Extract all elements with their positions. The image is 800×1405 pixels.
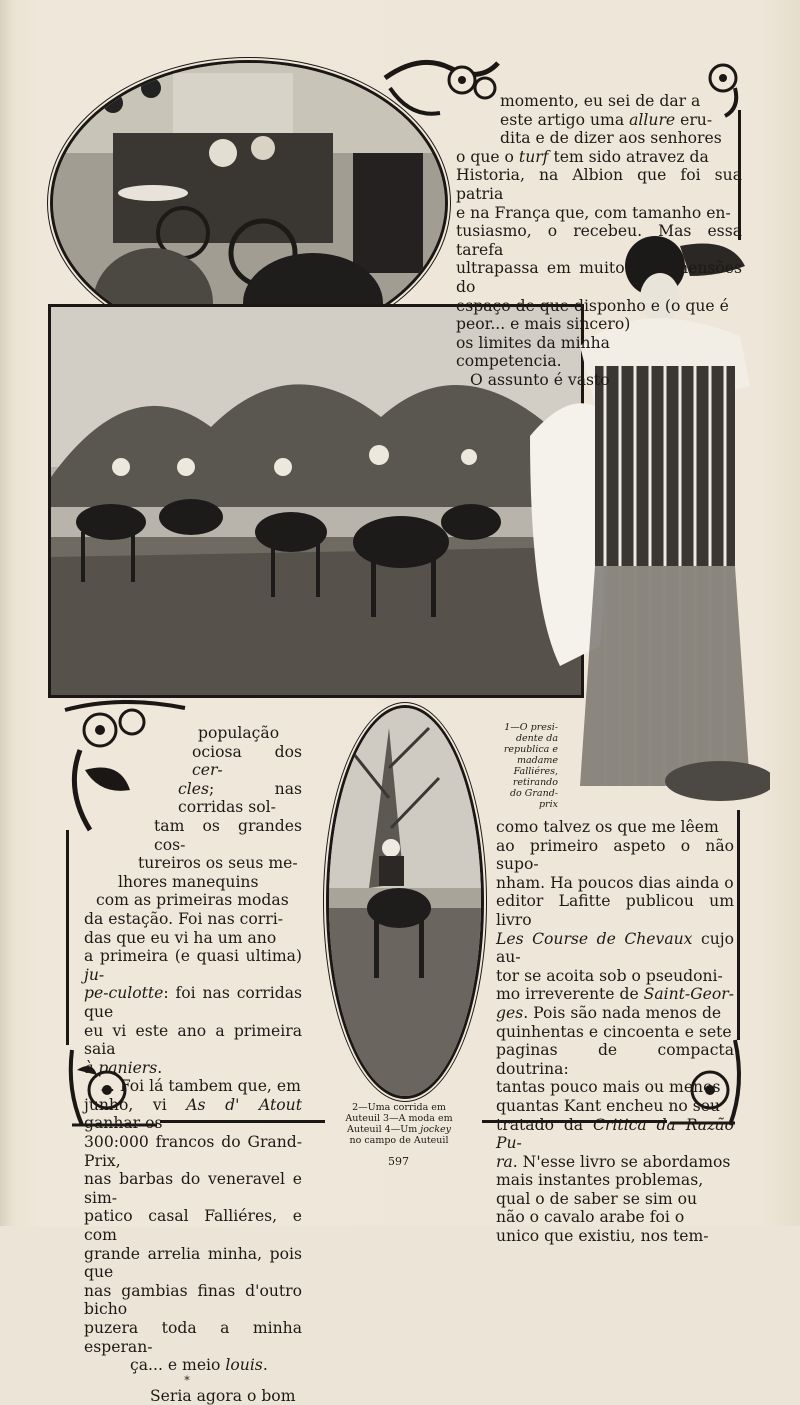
photo-jockey bbox=[326, 705, 484, 1099]
line: população bbox=[198, 724, 280, 742]
line: das que eu vi ha um ano bbox=[84, 928, 277, 947]
line: editor Lafitte publicou um livro bbox=[496, 892, 734, 929]
frame-line-right-col bbox=[737, 810, 740, 1040]
line: a primeira (e quasi ultima) ju- bbox=[84, 947, 302, 984]
line: ao primeiro aspeto o não supo- bbox=[496, 836, 734, 874]
line: tureiros os seus me- bbox=[138, 854, 298, 873]
line: dita e de dizer aos senhores bbox=[500, 129, 722, 148]
line: tratado da Critica da Razão Pu- bbox=[496, 1115, 734, 1153]
line: Seria agora o bom bbox=[150, 1386, 296, 1405]
line: nham. Ha poucos dias ainda o bbox=[496, 873, 734, 892]
line: junho, vi As d' Atout ganhar os bbox=[84, 1095, 302, 1133]
line: o que o turf tem sido atravez da bbox=[456, 147, 709, 166]
text-right-column bbox=[496, 818, 734, 1246]
line: eu vi este ano a primeira saia bbox=[84, 1021, 302, 1059]
line: peor... e mais sincero) bbox=[456, 315, 631, 334]
line: lhores manequins bbox=[118, 872, 259, 891]
line: quinhentas e cincoenta e sete bbox=[496, 1022, 732, 1041]
line: da estação. Foi nas corri- bbox=[84, 909, 283, 928]
frame-line-left-col bbox=[66, 830, 69, 1045]
line: Les Course de Chevaux cujo au- bbox=[496, 929, 734, 967]
line: nas gambias finas d'outro bicho bbox=[84, 1281, 302, 1319]
line: quantas Kant encheu no seu bbox=[496, 1096, 721, 1115]
line: os limites da minha bbox=[456, 333, 610, 352]
text-top-right bbox=[456, 92, 742, 390]
line: Historia, na Albion que foi sua patria bbox=[456, 166, 742, 203]
line: 300:000 francos do Grand-Prix, bbox=[84, 1133, 302, 1170]
line: grande arrelia minha, pois que bbox=[84, 1244, 302, 1282]
line: não o cavalo arabe foi o bbox=[496, 1208, 685, 1227]
line: espaço de que disponho e (o que é bbox=[456, 296, 729, 315]
line: cles; nas corridas sol- bbox=[178, 779, 302, 817]
line: nas barbas do veneravel e sim- bbox=[84, 1170, 302, 1207]
line: mo irreverente de Saint-Geor- bbox=[496, 985, 734, 1004]
line: tantas pouco mais ou menos bbox=[496, 1078, 721, 1097]
line: patico casal Falliéres, e com bbox=[84, 1207, 302, 1245]
line: unico que existiu, nos tem- bbox=[496, 1227, 709, 1246]
line: ociosa dos cer- bbox=[192, 742, 302, 780]
line: ça... e meio louis. bbox=[130, 1356, 268, 1375]
text-left-column bbox=[72, 724, 302, 1405]
caption-2: 2—Uma corrida em Auteuil 3—A moda em Auteuil 4—Um jockey no campo de Auteuil bbox=[345, 1102, 453, 1146]
line: ra. N'esse livro se abordamos bbox=[496, 1152, 731, 1171]
line: à paniers. bbox=[84, 1058, 163, 1077]
caption-1: 1—O presi- dente da republica e madame Falliéres, retirando do Grand- prix bbox=[503, 722, 558, 810]
line: e na França que, com tamanho en- bbox=[456, 203, 731, 222]
line: qual o de saber se sim ou bbox=[496, 1189, 698, 1208]
line: tusiasmo, o recebeu. Mas essa tarefa bbox=[456, 222, 742, 259]
line: mais instantes problemas, bbox=[496, 1171, 704, 1190]
page-number: 597 bbox=[388, 1155, 409, 1168]
line: ultrapassa em muito as dimensões do bbox=[456, 259, 742, 296]
line: tam os grandes cos- bbox=[154, 816, 302, 854]
line: pe-culotte: foi nas corridas que bbox=[84, 984, 302, 1021]
line: como talvez os que me lêem bbox=[496, 818, 719, 836]
line: com as primeiras modas bbox=[96, 891, 289, 910]
line: puzera toda a minha esperan- bbox=[84, 1319, 302, 1356]
line: O assunto é vasto bbox=[470, 370, 610, 389]
line: ges. Pois são nada menos de bbox=[496, 1003, 722, 1022]
line: paginas de compacta doutrina: bbox=[496, 1041, 734, 1078]
line: este artigo uma allure eru- bbox=[500, 110, 713, 129]
separator-asterisk: * bbox=[184, 1373, 190, 1387]
line: momento, eu sei de dar a bbox=[500, 92, 701, 110]
line: competencia. bbox=[456, 352, 562, 371]
line: ... Foi lá tambem que, em bbox=[100, 1077, 301, 1096]
line: tor se acoita sob o pseudoni- bbox=[496, 966, 723, 985]
